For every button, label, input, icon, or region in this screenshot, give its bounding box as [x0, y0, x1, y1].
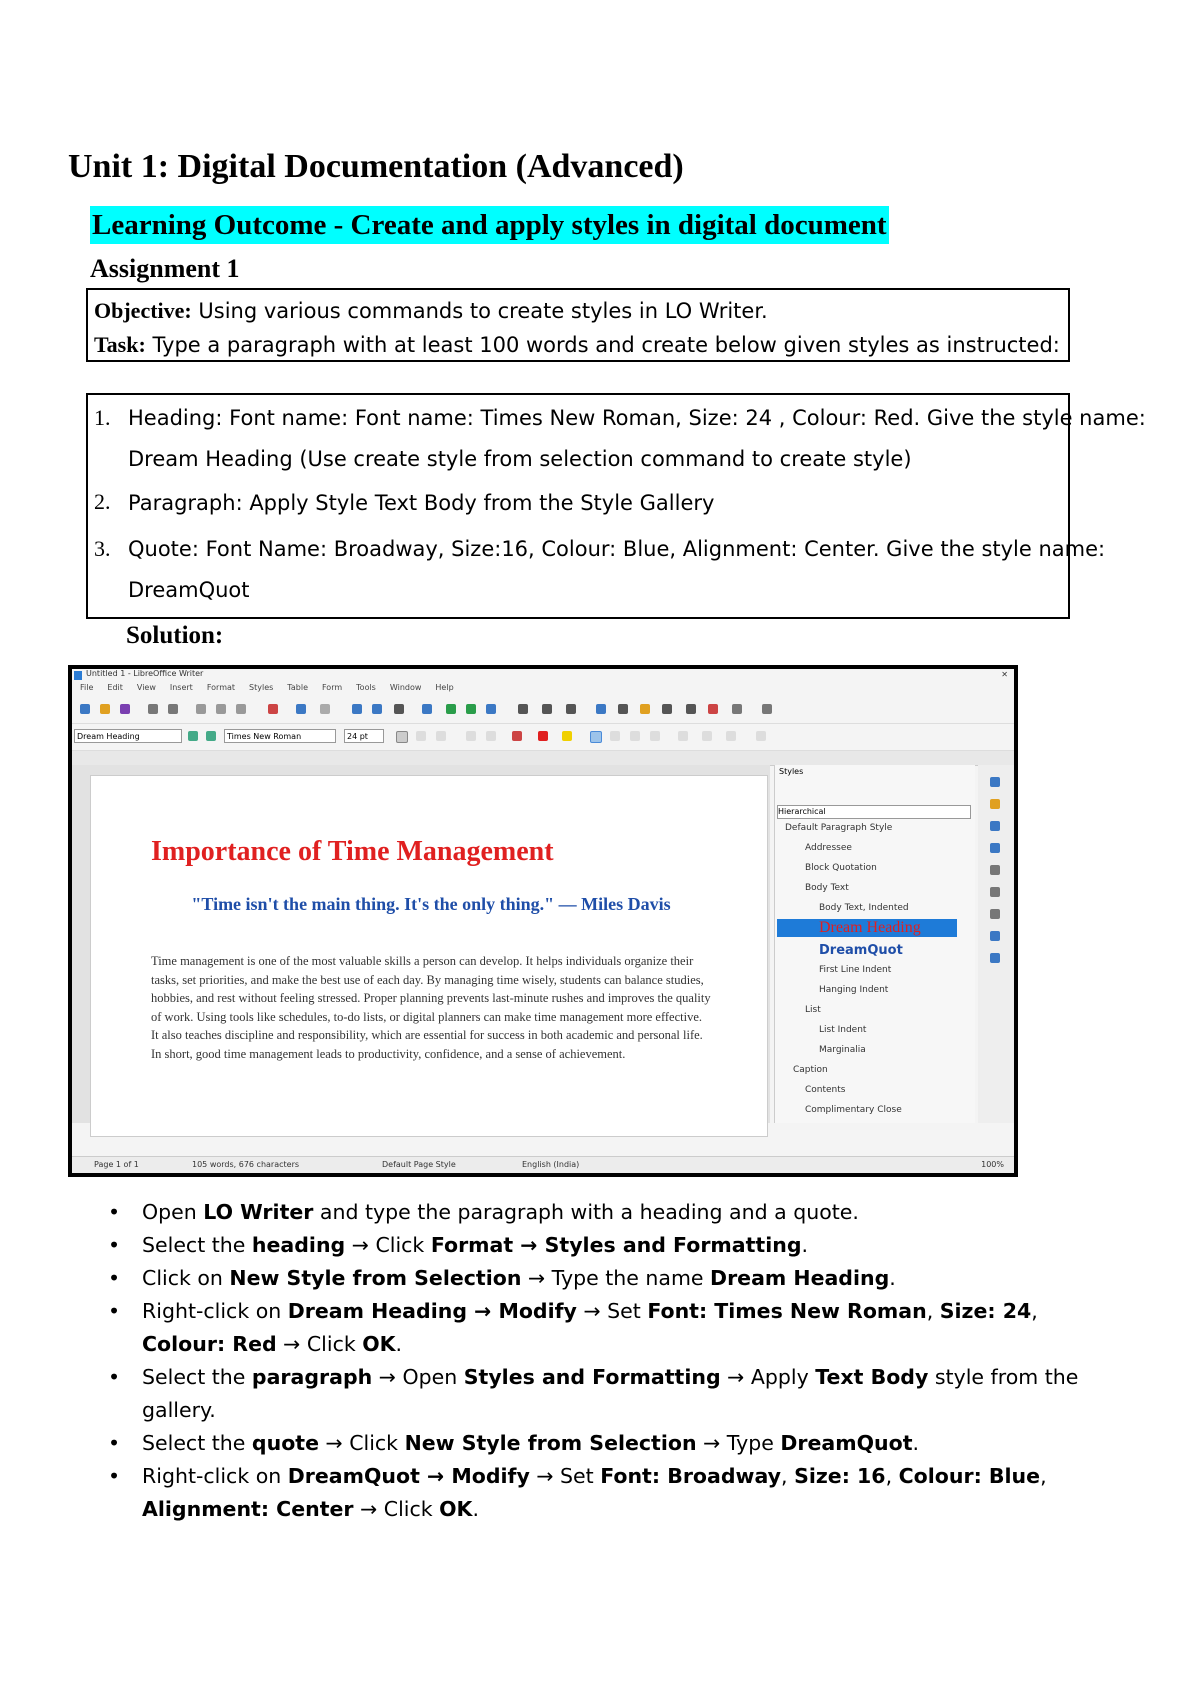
align-right-icon[interactable] [630, 731, 640, 741]
manage-changes-icon[interactable] [990, 909, 1000, 919]
step-text: Dream Heading (Use create style from selection command to create style) [128, 447, 912, 471]
bullet-icon: • [108, 1464, 121, 1488]
bullet-icon: • [108, 1299, 121, 1323]
line-icon[interactable] [686, 704, 696, 714]
numbered-list-icon[interactable] [702, 731, 712, 741]
comment-icon[interactable] [640, 704, 650, 714]
objective-box [86, 288, 1070, 362]
window-title [72, 669, 1014, 683]
step-number: 3. [94, 536, 111, 561]
doc-paragraph: Time management is one of the most valuable skills a person can develop. It helps individuals organize their tasks, set priorities, and make the best use of each day. By managing time wisely, students can balance studies, hobbies, and rest without feeling stressed. Proper planning prevents last-minute rushes and improves the quality of work. Using tools like schedules, to-do lists, or digital planners can make time management more effective. It also teaches discipline and responsibility, which are essential for success in both academic and personal life. In short, good time management leads to productivity, confidence, and a sense of achievement. [151, 954, 711, 1061]
learning-outcome: Learning Outcome - Create and apply styles in digital document [90, 206, 889, 244]
styles-icon[interactable] [990, 799, 1000, 809]
font-color-icon[interactable] [538, 731, 548, 741]
superscript-icon[interactable] [466, 731, 476, 741]
copy-icon[interactable] [216, 704, 226, 714]
text-box-icon[interactable] [486, 704, 496, 714]
instruction-list [100, 1196, 1090, 1526]
menu-tools[interactable]: Tools [356, 683, 376, 692]
justify-icon[interactable] [650, 731, 660, 741]
list-item: • Select the paragraph → Open Styles and Formatting → Apply Text Body style from the gallery. [100, 1361, 1090, 1427]
standard-toolbar [72, 697, 1014, 724]
menu-file[interactable]: File [80, 683, 94, 692]
bold-icon[interactable] [396, 731, 408, 743]
tree-item[interactable]: Block Quotation [805, 863, 877, 873]
document-page[interactable] [90, 775, 768, 1137]
tree-item[interactable]: Addressee [805, 843, 852, 853]
menu-view[interactable]: View [136, 683, 156, 692]
formatting-toolbar [72, 724, 1014, 751]
tree-item[interactable]: Contents [805, 1085, 846, 1095]
indent-icon[interactable] [756, 731, 766, 741]
list-item: • Open LO Writer and type the paragraph with a heading and a quote. [100, 1196, 1090, 1229]
save-icon[interactable] [120, 704, 130, 714]
menu-form[interactable]: Form [321, 683, 343, 692]
hyperlink-icon[interactable] [596, 704, 606, 714]
style-inspector-icon[interactable] [990, 887, 1000, 897]
step-number: 2. [94, 489, 111, 514]
properties-icon[interactable] [990, 777, 1000, 787]
highlight-icon[interactable] [562, 731, 572, 741]
doc-heading: Importance of Time Management [151, 836, 554, 867]
clear-formatting-icon[interactable] [512, 731, 522, 741]
new-style-icon[interactable] [206, 731, 216, 741]
app-icon [74, 671, 82, 680]
step-text: Quote: Font Name: Broadway, Size:16, Colour: Blue, Alignment: Center. Give the style name: [128, 537, 1106, 561]
update-style-icon[interactable] [188, 731, 198, 741]
tree-item[interactable]: Complimentary Close [805, 1105, 902, 1115]
bullet-icon: • [108, 1365, 121, 1389]
align-center-icon[interactable] [610, 731, 620, 741]
step-number: 1. [94, 405, 111, 430]
field-icon[interactable] [542, 704, 552, 714]
underline-icon[interactable] [436, 731, 446, 741]
bullet-list-icon[interactable] [678, 731, 688, 741]
undo-icon[interactable] [296, 704, 306, 714]
menu-insert[interactable]: Insert [169, 683, 193, 692]
align-left-icon[interactable] [590, 731, 602, 743]
gallery-icon[interactable] [990, 821, 1000, 831]
font-name-select[interactable]: Times New Roman [224, 729, 336, 743]
list-item: • Select the quote → Click New Style from Selection → Type DreamQuot. [100, 1427, 1090, 1460]
tree-item[interactable]: List [805, 1005, 821, 1015]
tree-item[interactable]: DreamQuot [819, 943, 903, 958]
tree-item[interactable]: List Indent [819, 1025, 867, 1035]
navigator-icon[interactable] [990, 843, 1000, 853]
table-icon[interactable] [422, 704, 432, 714]
tree-item[interactable]: Hanging Indent [819, 985, 889, 995]
font-size-select[interactable]: 24 pt [344, 729, 384, 743]
window-title-text: Untitled 1 - LibreOffice Writer [86, 669, 204, 678]
special-character-icon[interactable] [566, 704, 576, 714]
styles-sidebar [774, 765, 975, 1123]
sidebar-title: Styles [779, 767, 804, 776]
tree-item[interactable]: Body Text, Indented [819, 903, 909, 913]
find-replace-icon[interactable] [352, 704, 362, 714]
outline-icon[interactable] [726, 731, 736, 741]
objective-line: Objective: Using various commands to create styles in LO Writer. [94, 298, 768, 323]
menu-edit[interactable]: Edit [107, 683, 123, 692]
paragraph-style-select[interactable]: Dream Heading [74, 729, 182, 743]
writer-screenshot [68, 665, 1018, 1177]
list-item: • Right-click on Dream Heading → Modify → Set Font: Times New Roman, Size: 24, Colour: Red → Click OK. [100, 1295, 1090, 1361]
ruler[interactable] [72, 751, 1014, 766]
page-title: Unit 1: Digital Documentation (Advanced) [68, 148, 684, 185]
clone-formatting-icon[interactable] [268, 704, 278, 714]
image-icon[interactable] [446, 704, 456, 714]
draw-icon[interactable] [708, 704, 718, 714]
list-item: • Click on New Style from Selection → Type the name Dream Heading. [100, 1262, 1090, 1295]
tree-item[interactable]: First Line Indent [819, 965, 892, 975]
status-words: 105 words, 676 characters [192, 1160, 300, 1169]
doc-quote: "Time isn't the main thing. It's the only thing." — Miles Davis [191, 894, 671, 914]
status-language: English (India) [522, 1160, 580, 1169]
menu-table[interactable]: Table [287, 683, 308, 692]
menu-help[interactable]: Help [435, 683, 454, 692]
status-bar [72, 1156, 1014, 1173]
chart-icon[interactable] [466, 704, 476, 714]
menu-format[interactable]: Format [206, 683, 236, 692]
writer-window [72, 669, 1014, 1173]
spelling-icon[interactable] [372, 704, 382, 714]
menu-styles[interactable]: Styles [249, 683, 274, 692]
step-text: DreamQuot [128, 578, 250, 602]
filter-select[interactable]: Hierarchical [777, 805, 971, 819]
step-text: Paragraph: Apply Style Text Body from the Style Gallery [128, 491, 715, 515]
page-break-icon[interactable] [518, 704, 528, 714]
bullet-icon: • [108, 1233, 121, 1257]
new-icon[interactable] [80, 704, 90, 714]
solution-label: Solution: [126, 622, 224, 649]
bullet-icon: • [108, 1266, 121, 1290]
basic-shapes-icon[interactable] [762, 704, 772, 714]
list-item: • Select the heading → Click Format → Styles and Formatting. [100, 1229, 1090, 1262]
find-icon[interactable] [990, 953, 1000, 963]
subscript-icon[interactable] [486, 731, 496, 741]
task-line: Task: Type a paragraph with at least 100 words and create below given styles as instructed: [94, 332, 1060, 357]
footnote-icon[interactable] [618, 704, 628, 714]
status-page: Page 1 of 1 [94, 1160, 139, 1169]
assignment-heading: Assignment 1 [90, 254, 240, 283]
status-zoom[interactable]: 100% [981, 1160, 1004, 1169]
tree-item[interactable]: Body Text [805, 883, 849, 893]
tree-item[interactable]: Caption [793, 1065, 828, 1075]
shapes-icon[interactable] [732, 704, 742, 714]
close-icon[interactable]: ✕ [1001, 670, 1008, 679]
status-page-style: Default Page Style [382, 1160, 456, 1169]
cut-icon[interactable] [196, 704, 206, 714]
bullet-icon: • [108, 1200, 121, 1224]
page-icon[interactable] [990, 865, 1000, 875]
track-changes-icon[interactable] [662, 704, 672, 714]
list-item: • Right-click on DreamQuot → Modify → Set Font: Broadway, Size: 16, Colour: Blue, Alignment: Center → Click OK. [100, 1460, 1090, 1526]
sidebar-deck [978, 765, 1014, 1123]
bullet-icon: • [108, 1431, 121, 1455]
steps-box [86, 393, 1146, 619]
print-icon[interactable] [168, 704, 178, 714]
redo-icon[interactable] [320, 704, 330, 714]
italic-icon[interactable] [416, 731, 426, 741]
step-text: Heading: Font name: Font name: Times New Roman, Size: 24 , Colour: Red. Give the style name: [128, 406, 1146, 430]
tree-item-selected[interactable]: Dream Heading [777, 919, 957, 937]
design-icon[interactable] [990, 931, 1000, 941]
formatting-marks-icon[interactable] [394, 704, 404, 714]
menu-bar [72, 683, 1014, 697]
open-icon[interactable] [100, 704, 110, 714]
tree-item[interactable]: Default Paragraph Style [785, 823, 893, 833]
menu-window[interactable]: Window [389, 683, 422, 692]
export-pdf-icon[interactable] [148, 704, 158, 714]
document-area [72, 765, 770, 1123]
paste-icon[interactable] [236, 704, 246, 714]
tree-item[interactable]: Marginalia [819, 1045, 866, 1055]
